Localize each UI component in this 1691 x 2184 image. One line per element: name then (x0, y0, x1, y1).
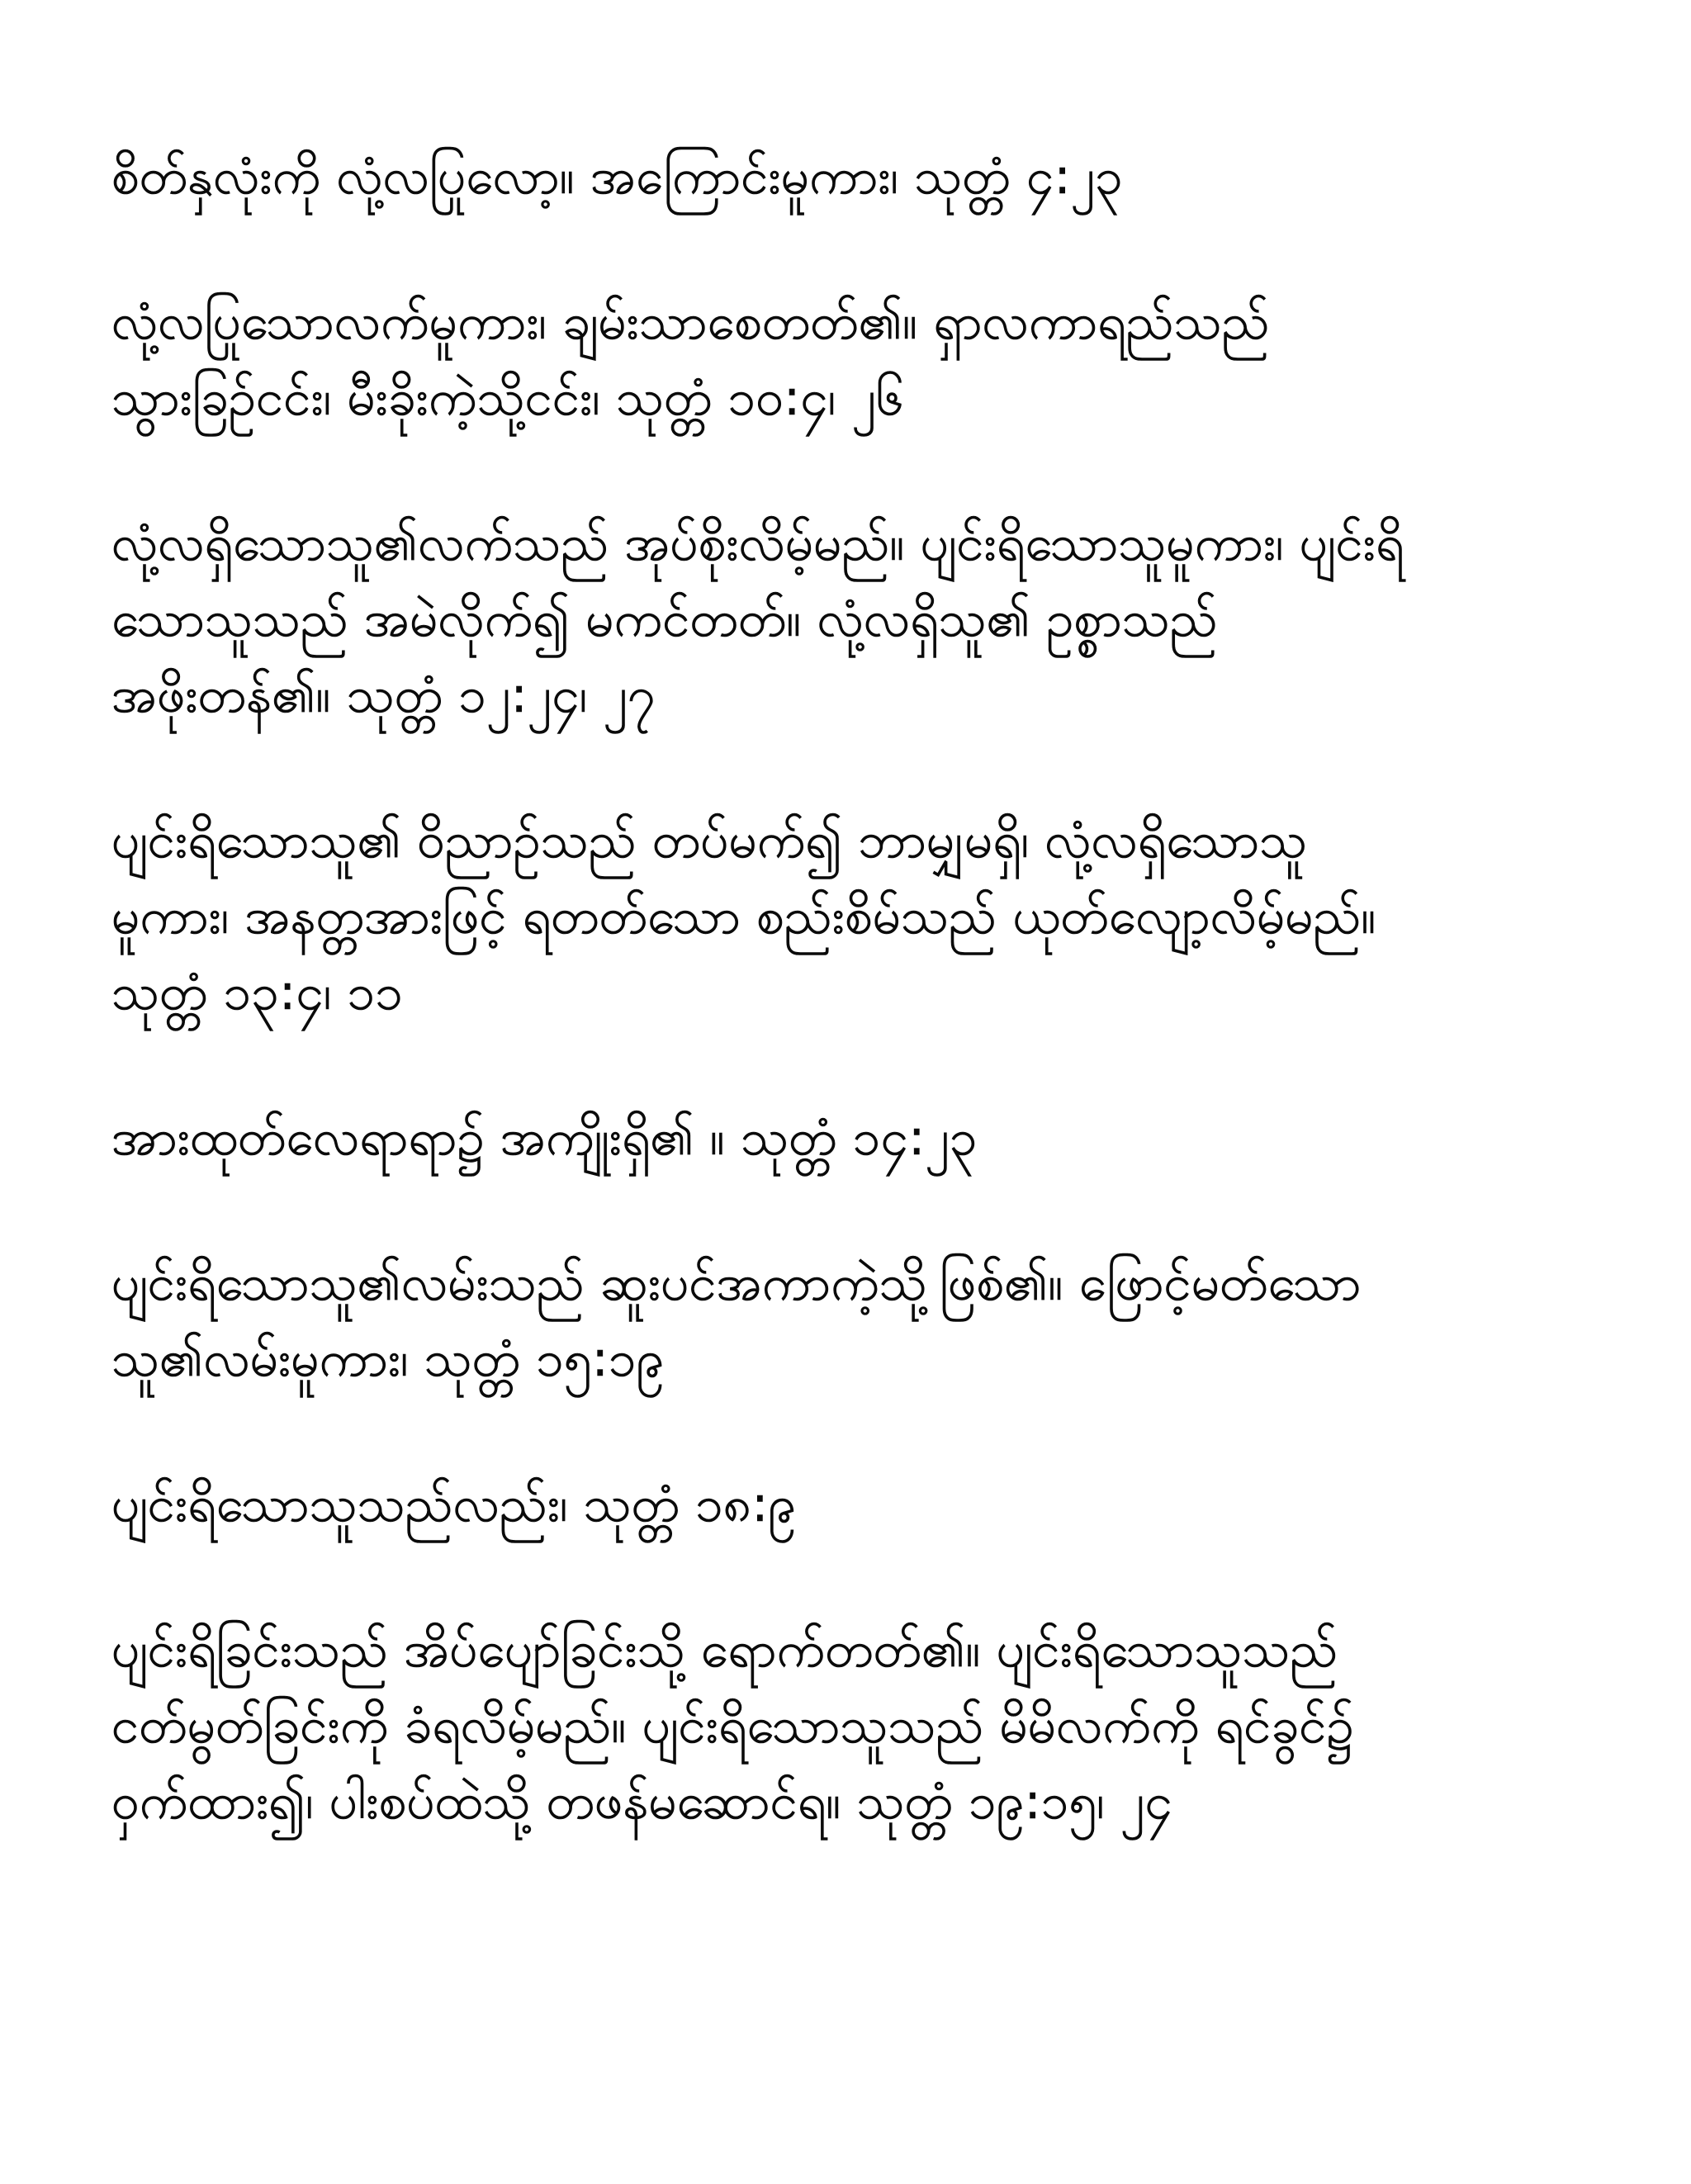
text-line: သုတ္တံ ၁၃:၄၊ ၁၁ (111, 964, 404, 1021)
text-line: ပျင်းရိသောသူ၏ ဝိညာဉ်သည် တပ်မက်၍ ဘာမျှမရှိ၊ လုံ့လရှိသောသူ (111, 812, 1308, 869)
text-line: ပျင်းရိသောသူသည်လည်း၊ သုတ္တံ ၁၈:၉ (111, 1476, 797, 1533)
text-line: သွားခြဉ်ငင်း၊ မီးခိုးကဲ့သို့ငင်း၊ သုတ္တံ ၁၀:၄၊ ၂၆ (111, 369, 904, 427)
text-line: လုံ့လရှိသောသူ၏လက်သည် အုပ်စိုးလိမ့်မည်။ ပျင်းရိသောသူမူကား၊ ပျင်းရိ (111, 514, 1404, 572)
text-line: စိတ်နှလုံးကို လုံ့လပြုလော့။ အကြောင်းမူကား၊ သုတ္တံ ၄:၂၃ (111, 148, 1123, 206)
paragraph (111, 284, 1581, 436)
paragraph (111, 1612, 1581, 1840)
text-line: မူကား၊ အနတ္တအားဖြင့် ရတတ်သော စည်းစိမ်သည် ယုတ်လျော့လိမ့်မည်။ (111, 888, 1376, 945)
text-line: လုံ့လပြုသောလက်မူကား၊ ချမ်းသာစေတတ်၏။ ရှာလကာရည်သည် (111, 293, 1270, 351)
text-line: ပျင်းရိသောသူ၏လမ်းသည် ဆူးပင်အကာကဲ့သို့ဖြစ်၏။ ဖြောင့်မတ်သော (111, 1254, 1362, 1312)
paragraph (111, 803, 1581, 1030)
text-line: ပျင်းရိခြင်းသည် အိပ်ပျော်ခြင်းသို့ ရောက်တတ်၏။ ပျင်းရိသောသူသည် (111, 1621, 1338, 1679)
paragraph (111, 505, 1581, 733)
text-line: သောသူသည် အမဲလိုက်၍ မကင်တတ်။ လုံ့လရှိသူ၏ ဥစ္စာသည် (111, 590, 1218, 648)
text-line: အားထုတ်လေရာရာ၌ အကျိုးရှိ၏ ။ သုတ္တံ ၁၄:၂၃ (111, 1109, 978, 1167)
paragraph (111, 1100, 1581, 1176)
paragraph (111, 1466, 1581, 1542)
paragraph (111, 1245, 1581, 1397)
paragraph (111, 139, 1581, 215)
text-line: သူ၏လမ်းမူကား၊ သုတ္တံ ၁၅:၁၉ (111, 1330, 665, 1388)
text-line: အဖိုးတန်၏။ သုတ္တံ ၁၂:၂၄၊ ၂၇ (111, 666, 656, 724)
text-line: ငတ်မွတ်ခြင်းကို ခံရလိမ့်မည်။ ပျင်းရိသောသူသည် မိမိလက်ကို ရင်ခွင်၌ (111, 1697, 1354, 1755)
text-line: ဝှက်ထား၍၊ ပါးစပ်ထဲသို့ တဖန်မဆောင်ရ။ သုတ္တံ ၁၉:၁၅၊ ၂၄ (111, 1773, 1173, 1831)
